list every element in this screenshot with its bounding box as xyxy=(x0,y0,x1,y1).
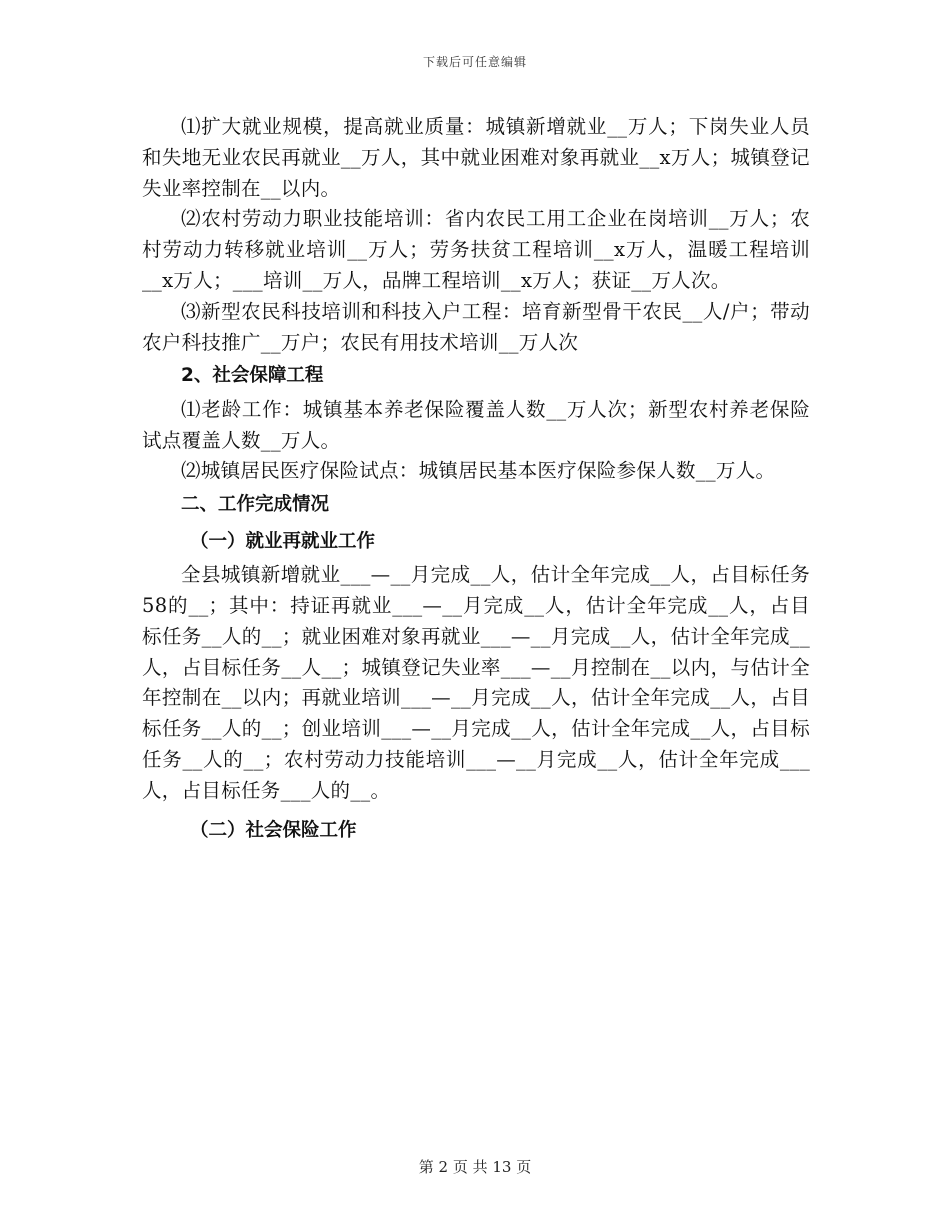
subsection-heading-employment: （一）就业再就业工作 xyxy=(190,530,376,552)
section-heading-work-completion: 二、工作完成情况 xyxy=(181,494,330,516)
subsection-heading-social-insurance: （二）社会保险工作 xyxy=(190,819,357,841)
paragraph-employment-progress: 全县城镇新增就业___—__月完成__人，估计全年完成__人，占目标任务58的__；其中：持证再就业___—__月完成__人，估计全年完成__人，占目标任务__人的__；就业困难对象再就业___—__月完成__人，估计全年完成__人，占目标任务__人__；城镇登记失业率___—__月控制在__以内，与估计全年控制在__以内；再就业培训___—__月完成__人，估计全年完成__人，占目标任务__人的__；创业培训___—__月完成__人，估计全年完成__人，占目标任务__人的__；农村劳动力技能培训___—__月完成__人，估计全年完成___人，占目标任务___人的__。 xyxy=(142,563,810,802)
document-body xyxy=(142,112,810,849)
paragraph-medical-insurance: ⑵城镇居民医疗保险试点：城镇居民基本医疗保险参保人数__万人。 xyxy=(181,459,776,483)
paragraph-farmer-tech-training: ⑶新型农民科技培训和科技入户工程：培育新型骨干农民__人/户；带动农户科技推广__万户；农民有用技术培训__万人次 xyxy=(142,299,810,354)
section-heading-social-security: 2、社会保障工程 xyxy=(181,365,324,387)
paragraph-rural-labor-training: ⑵农村劳动力职业技能培训：省内农民工用工企业在岗培训__万人；农村劳动力转移就业培训__万人；劳务扶贫工程培训__x万人，温暖工程培训__x万人；___培训__万人，品牌工程培训__x万人；获证__万人次。 xyxy=(142,207,810,292)
page-header: 下载后可任意编辑 xyxy=(422,55,527,69)
paragraph-employment-scale: ⑴扩大就业规模，提高就业质量：城镇新增就业__万人；下岗失业人员和失地无业农民再就业__万人，其中就业困难对象再就业__x万人；城镇登记失业率控制在__以内。 xyxy=(142,115,810,200)
page-footer: 第 2 页 共 13 页 xyxy=(418,1158,532,1176)
paragraph-elderly-work: ⑴老龄工作：城镇基本养老保险覆盖人数__万人次；新型农村养老保险试点覆盖人数__万人。 xyxy=(142,397,810,452)
